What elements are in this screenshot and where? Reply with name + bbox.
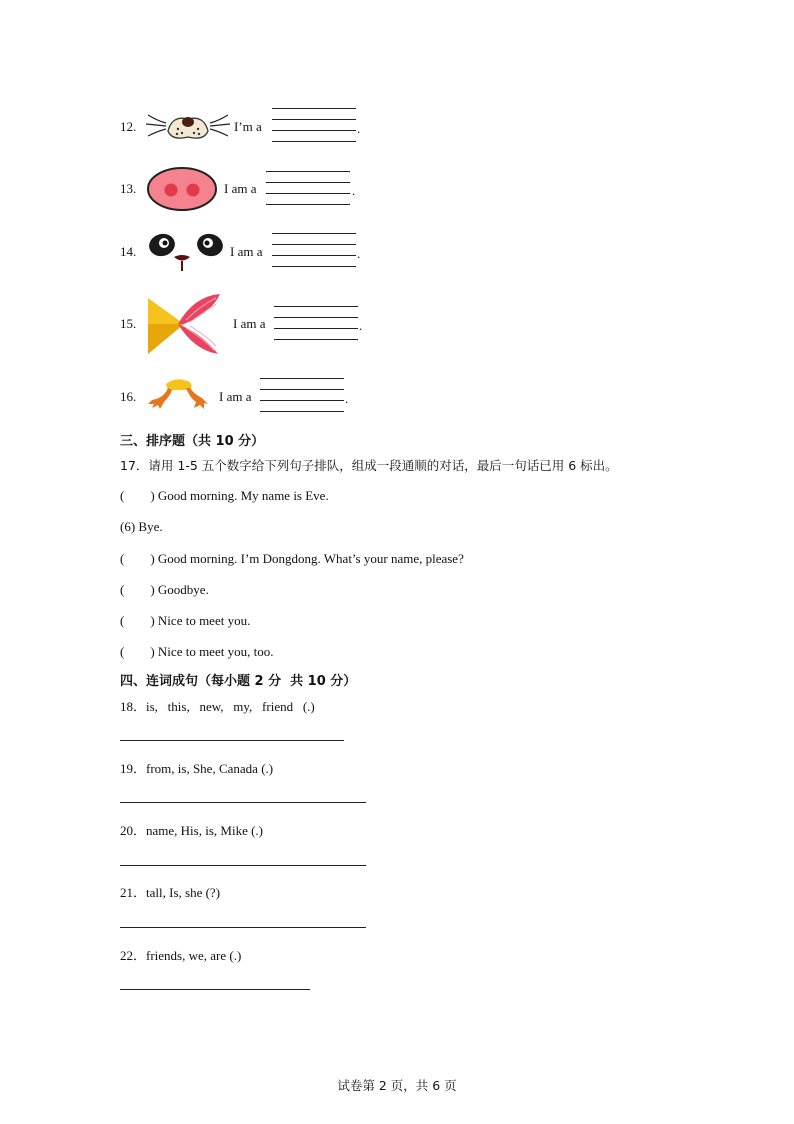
ordering-item [120, 551, 464, 567]
period: . [357, 121, 361, 136]
pig-nose-icon [146, 166, 218, 212]
question-number: 21． [120, 885, 147, 900]
word-order-question [120, 696, 315, 715]
writing-lines[interactable] [266, 171, 350, 207]
cat-face-icon [146, 109, 230, 143]
answer-bracket: (6) [120, 519, 136, 534]
dialogue-sentence: Bye. [138, 519, 163, 534]
ordering-item [120, 488, 329, 504]
scrambled-words: from, is, She, Canada (.) [146, 761, 274, 776]
question-number: 13. [120, 181, 137, 196]
question-number: 16. [120, 389, 137, 404]
answer-bracket[interactable]: ( ) [120, 613, 155, 628]
dialogue-sentence: Good morning. My name is Eve. [157, 488, 329, 503]
sentence-prompt: I am a [230, 244, 263, 259]
scrambled-words: is, this, new, my, friend (.) [146, 699, 315, 714]
answer-bracket[interactable]: ( ) [120, 582, 155, 597]
question-number: 19． [120, 761, 147, 776]
dialogue-sentence: Good morning. I’m Dongdong. What’s your name, please? [157, 551, 464, 566]
period: . [345, 391, 349, 406]
section-heading: 三、排序题（共 10 分） [120, 434, 265, 449]
ordering-item [120, 644, 273, 660]
ordering-item [120, 613, 250, 629]
answer-line[interactable] [120, 865, 366, 866]
sentence-prompt: I am a [224, 181, 257, 196]
writing-lines[interactable] [274, 306, 358, 342]
question-number: 18． [120, 699, 147, 714]
word-order-question [120, 820, 263, 839]
period: . [352, 183, 356, 198]
answer-line[interactable] [120, 927, 366, 928]
word-order-question [120, 882, 220, 901]
writing-lines[interactable] [260, 378, 344, 414]
scrambled-words: tall, Is, she (?) [146, 885, 221, 900]
answer-bracket[interactable]: ( ) [120, 551, 155, 566]
question-number: 14. [120, 244, 137, 259]
word-order-question [120, 758, 273, 777]
question-number: 12. [120, 119, 137, 134]
ordering-item [120, 582, 209, 598]
scrambled-words: friends, we, are (.) [146, 948, 242, 963]
dialogue-sentence: Nice to meet you, too. [157, 644, 274, 659]
answer-line[interactable] [120, 989, 310, 990]
question-instruction: 17．请用 1-5 五个数字给下列句子排队，组成一段通顺的对话，最后一句话已用 6 标出。 [120, 458, 618, 473]
question-number: 15. [120, 316, 137, 331]
answer-line[interactable] [120, 802, 366, 803]
sentence-prompt: I’m a [234, 119, 262, 134]
answer-bracket[interactable]: ( ) [120, 644, 155, 659]
panda-face-icon [148, 231, 224, 273]
section-heading: 四、连词成句（每小题 2 分 共 10 分） [120, 674, 357, 689]
period: . [359, 318, 363, 333]
writing-lines[interactable] [272, 108, 356, 144]
dialogue-sentence: Goodbye. [157, 582, 209, 597]
sentence-prompt: I am a [219, 389, 252, 404]
dialogue-sentence: Nice to meet you. [157, 613, 251, 628]
question-number: 22． [120, 948, 147, 963]
word-order-question [120, 945, 241, 964]
duck-feet-icon [146, 378, 210, 412]
writing-lines[interactable] [272, 233, 356, 269]
answer-bracket[interactable]: ( ) [120, 488, 155, 503]
scrambled-words: name, His, is, Mike (.) [146, 823, 263, 838]
question-number: 20． [120, 823, 147, 838]
page-footer: 试卷第 2 页，共 6 页 [337, 1078, 457, 1093]
sentence-prompt: I am a [233, 316, 266, 331]
ordering-item [120, 519, 163, 535]
period: . [357, 246, 361, 261]
fish-icon [146, 292, 222, 358]
answer-line[interactable] [120, 740, 344, 741]
